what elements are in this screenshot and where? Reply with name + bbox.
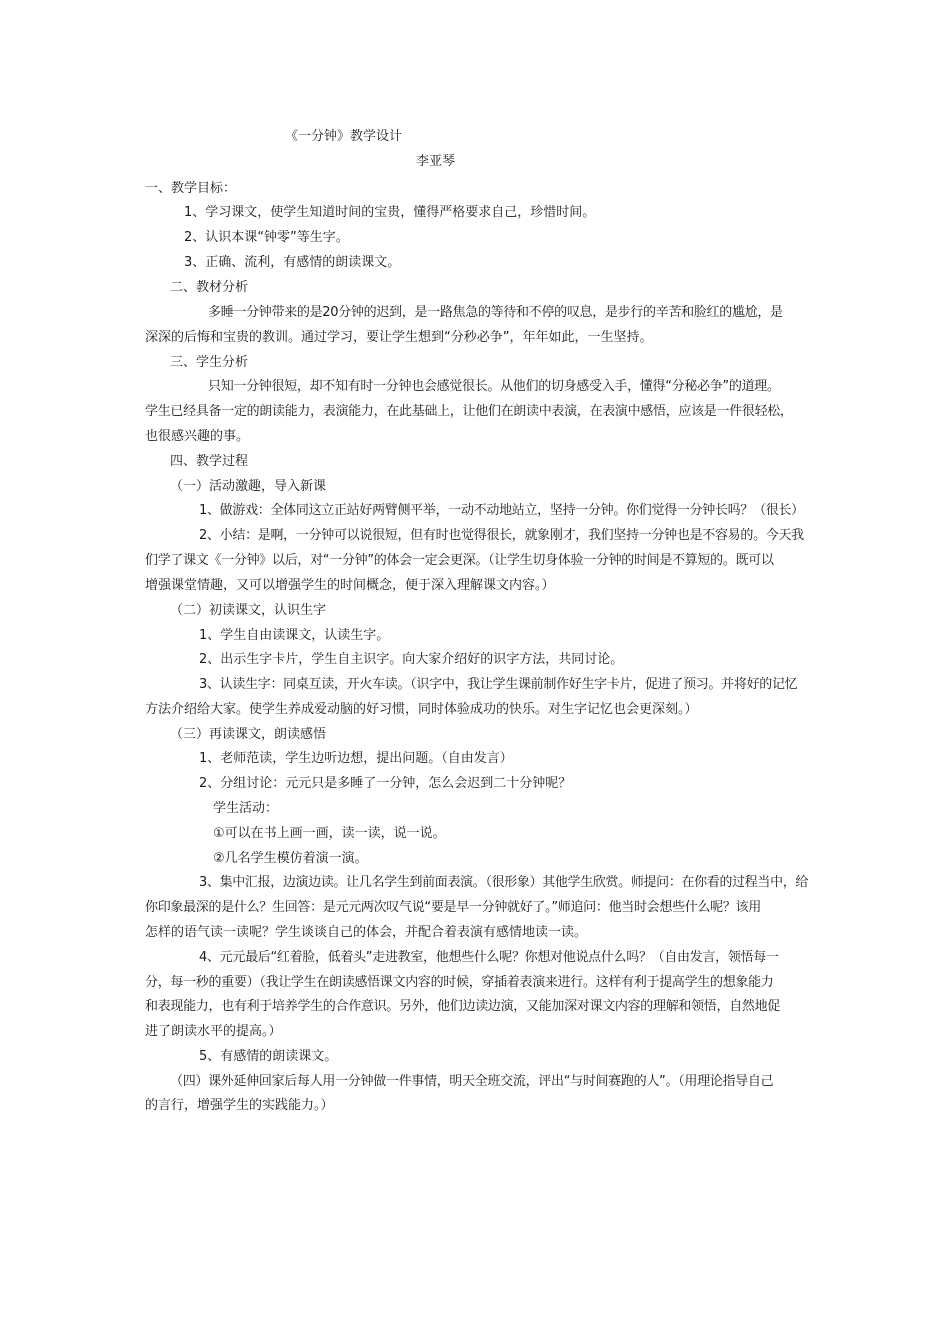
- paragraph-line: 也很感兴趣的事。: [145, 429, 250, 444]
- goal-item-1: 1、学习课文，使学生知道时间的宝贵，懂得严格要求自己，珍惜时间。: [184, 205, 596, 220]
- paragraph-line: 2、出示生字卡片，学生自主识字。向大家介绍好的识字方法，共同讨论。: [199, 652, 624, 667]
- goal-item-3: 3、正确、流利，有感情的朗读课文。: [184, 255, 401, 270]
- list-item: ②几名学生模仿着演一演。: [213, 851, 368, 866]
- section-heading-material: 二、教材分析: [170, 280, 249, 295]
- paragraph-line: 多睡一分钟带来的是20分钟的迟到，是一路焦急的等待和不停的叹息，是步行的辛苦和脸红的尴尬，是: [208, 305, 783, 320]
- section-heading-students: 三、学生分析: [170, 355, 249, 370]
- paragraph-line: 1、老师范读，学生边听边想，提出问题。（自由发言）: [199, 751, 513, 766]
- list-item: ①可以在书上画一画，读一读，说一说。: [213, 826, 446, 841]
- paragraph-line: 深深的后悔和宝贵的教训。通过学习，要让学生想到“分秒必争”，年年如此，一生坚持。: [145, 330, 653, 345]
- section-heading-process: 四、教学过程: [170, 454, 249, 469]
- subsection-heading-2: （二）初读课文，认识生字: [170, 603, 327, 618]
- paragraph-line: 的言行，增强学生的实践能力。）: [145, 1098, 334, 1113]
- paragraph-line: 5、有感情的朗读课文。: [199, 1049, 338, 1064]
- subsection-heading-3: （三）再读课文，朗读感悟: [170, 727, 327, 742]
- paragraph-line: 1、做游戏：全体同这立正站好两臂侧平举，一动不动地站立，坚持一分钟。你们觉得一分钟长吗？（很长）: [199, 503, 804, 518]
- subsection-heading-1: （一）活动激趣，导入新课: [170, 479, 327, 494]
- paragraph-line: 只知一分钟很短，却不知有时一分钟也会感觉很长。从他们的切身感受入手，懂得“分秘必争”的道理。: [208, 379, 780, 394]
- paragraph-line: 方法介绍给大家。使学生养成爱动脑的好习惯，同时体验成功的快乐。对生字记忆也会更深刻。）: [145, 702, 698, 717]
- document-title: 《一分钟》教学设计: [285, 129, 403, 144]
- paragraph-line: 和表现能力，也有利于培养学生的合作意识。另外，他们边读边演，又能加深对课文内容的理解和领悟，自然地促: [145, 999, 781, 1014]
- paragraph-line: 4、元元最后“红着脸，低着头”走进教室，他想些什么呢？你想对他说点什么吗？（自由发言，领悟每一: [199, 950, 779, 965]
- paragraph-line: 怎样的语气读一读呢？学生谈谈自己的体会，并配合着表演有感情地读一读。: [145, 925, 588, 940]
- paragraph-line: 3、认读生字：同桌互读，开火车读。（识字中，我让学生课前制作好生字卡片，促进了预习。并将好的记忆: [199, 677, 798, 692]
- paragraph-line: 你印象最深的是什么？生回答：是元元两次叹气说“要是早一分钟就好了。”师追问：他当时会想些什么呢？该用: [145, 900, 761, 915]
- paragraph-line: 们学了课文《一分钟》以后，对“一分钟”的体会一定会更深。（让学生切身体验一分钟的时间是不算短的。既可以: [145, 553, 774, 568]
- paragraph-line: 分，每一秒的重要）（我让学生在朗读感悟课文内容的时候，穿插着表演来进行。这样有利于提高学生的想象能力: [145, 975, 774, 990]
- paragraph-line: 2、小结：是啊，一分钟可以说很短，但有时也觉得很长，就象刚才，我们坚持一分钟也是不容易的。今天我: [199, 528, 804, 543]
- author-name: 李亚琴: [416, 154, 456, 169]
- goal-item-2: 2、认识本课“钟零”等生字。: [184, 230, 349, 245]
- section-heading-goals: 一、教学目标：: [145, 181, 237, 196]
- paragraph-line: 学生已经具备一定的朗读能力，表演能力，在此基础上，让他们在朗读中表演，在表演中感悟，应该是一件很轻松，: [145, 404, 793, 419]
- paragraph-line: 进了朗读水平的提高。）: [145, 1024, 282, 1039]
- paragraph-line: 增强课堂情趣，又可以增强学生的时间概念，便于深入理解课文内容。）: [145, 578, 555, 593]
- subsection-heading-4: （四）课外延伸回家后每人用一分钟做一件事情，明天全班交流，评出“与时间赛跑的人”。（用理论指导自己: [170, 1074, 774, 1089]
- paragraph-line: 学生活动：: [213, 801, 279, 816]
- paragraph-line: 2、分组讨论：元元只是多睡了一分钟，怎么会迟到二十分钟呢？: [199, 776, 572, 791]
- paragraph-line: 1、学生自由读课文，认读生字。: [199, 628, 390, 643]
- paragraph-line: 3、集中汇报，边演边读。让几名学生到前面表演。（很形象）其他学生欣赏。师提问：在你看的过程当中，给: [199, 875, 809, 890]
